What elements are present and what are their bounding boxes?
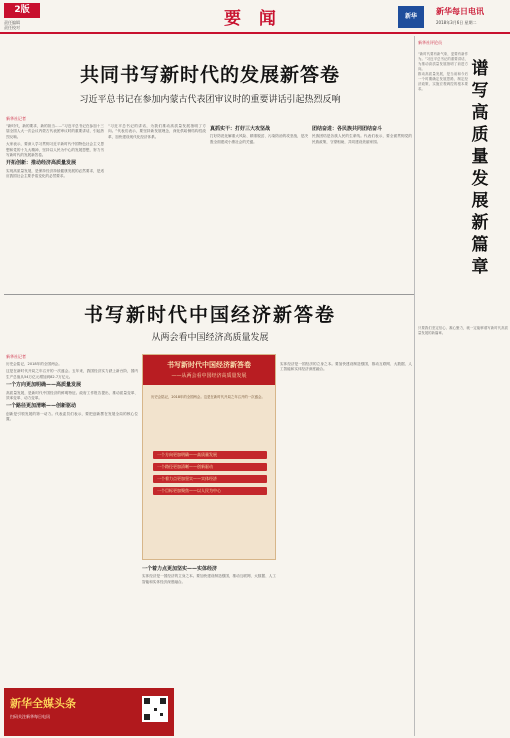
- lead-column-1: [6, 124, 104, 294]
- lead-subheading: 真抓实干：打好三大攻坚战: [210, 126, 271, 132]
- lead-column-2: [108, 124, 206, 294]
- second-paragraph: 创新是引领发展的第一动力。代表委员们表示，要把创新摆在发展全局的核心位置。: [6, 411, 138, 422]
- lead-paragraph: 实现高质量发展，是保持经济持续健康发展的必然要求，是适应我国社会主要矛盾变化的必然要求。: [6, 168, 104, 179]
- feature-item: 一个着力点更加坚实——实体经济: [153, 475, 267, 483]
- promo-subtitle: 扫码关注新华每日电讯: [10, 714, 50, 719]
- promo-title: 新华全媒头条: [10, 697, 76, 710]
- lead-headline: 共同书写新时代的发展新答卷: [79, 64, 340, 86]
- second-column-3: [280, 362, 412, 734]
- lead-paragraph: 大家表示，要深入学习贯彻习近平新时代中国特色社会主义思想和党的十九大精神，坚持以人民为中心的发展思想，努力书写新时代的发展新答卷。: [6, 142, 104, 158]
- feature-subtitle: ——从两会看中国经济高质量发展: [171, 373, 247, 379]
- promo-banner[interactable]: [4, 688, 174, 736]
- feature-title: 书写新时代中国经济新答卷: [167, 361, 251, 369]
- feature-list: [153, 451, 267, 499]
- second-subheading: 一个着力点更加坚实——实体经济: [142, 566, 218, 572]
- xinhua-logo-icon: 新华: [398, 6, 424, 28]
- sidebar-paragraph: 只要我们坚定信心、凝心聚力，就一定能够谱写新时代高质量发展的新篇章。: [418, 326, 508, 335]
- section-divider: [4, 294, 414, 295]
- sidebar-paragraph: 推动高质量发展，是当前和今后一个时期确定发展思路、制定经济政策、实施宏观调控的根本要求。: [418, 72, 468, 91]
- issue-date: 2018年3月6日 星期二: [436, 20, 477, 25]
- sidebar-paragraph: “新时代要有新气象，更要有新作为。”习近平总书记的重要讲话，为推动高质量发展指明了前进方向。: [418, 52, 468, 71]
- paper-name: 新华每日电讯: [436, 7, 484, 16]
- lead-subheadline: 习近平总书记在参加内蒙古代表团审议时的重要讲话引起热烈反响: [79, 95, 341, 105]
- second-headline: 书写新时代中国经济新答卷: [83, 304, 336, 326]
- editor-line: 责任编辑: [4, 20, 20, 25]
- sidebar-commentary: [416, 36, 510, 736]
- second-subheading: 一个路径更加清晰——创新驱动: [6, 403, 77, 410]
- second-column-1: [6, 362, 138, 684]
- lead-subheading: 团结奋进：各民族共同团结奋斗: [312, 126, 383, 132]
- second-subheadline: 从两会看中国经济高质量发展: [151, 333, 269, 343]
- sidebar-byline: 新华社评论员: [418, 40, 442, 45]
- editor-credits: [4, 20, 20, 30]
- lead-byline: 新华社记者: [6, 116, 26, 121]
- second-byline: 新华社记者: [6, 354, 26, 359]
- sidebar-column-1: [418, 52, 468, 312]
- lead-paragraph: 民族团结是各族人民的生命线。代表们表示，要全面贯彻党的民族政策，守望相助，共同建设美丽家园。: [312, 134, 412, 144]
- second-paragraph: 这是在新时代开局之年召开的一次盛会。五年来，我国经济实力跃上新台阶，国内生产总值从54万亿元增加到82.7万亿元。: [6, 369, 138, 379]
- feature-intro: 历史会铭记，2018年的全国两会。这是在新时代开局之年召开的一次盛会。: [151, 395, 265, 399]
- second-paragraph: 实体经济是一国经济的立身之本。要加快建设制造强国，推动互联网、大数据、人工智能和实体经济深度融合。: [142, 574, 276, 584]
- second-paragraph: 历史会铭记，2018年的全国两会。: [6, 362, 62, 366]
- feature-item: 一个方向更加明确——高质量发展: [153, 451, 267, 459]
- section-title: 要 闻: [224, 9, 282, 29]
- second-paragraph: 实体经济是一国经济的立身之本。要加快建设制造强国，推动互联网、大数据、人工智能和实体经济深度融合。: [280, 362, 412, 372]
- lead-paragraph: “新时代，新的要求，新的担当……”习近平总书记在参加十三届全国人大一次会议内蒙古代表团审议时的重要讲话，引起热烈反响。: [6, 124, 104, 139]
- sidebar-vertical-title: 谱写高质量发展新篇章: [471, 59, 489, 277]
- lead-column-3: [210, 124, 308, 294]
- lead-column-4: [312, 124, 412, 294]
- second-subheading: 一个方向更加明确——高质量发展: [6, 382, 82, 389]
- lead-paragraph: 打好防范化解重大风险、精准脱贫、污染防治的攻坚战，是决胜全面建成小康社会的关键。: [210, 134, 308, 144]
- column-divider: [414, 36, 415, 736]
- masthead: [0, 0, 510, 34]
- proofreader-line: 责任校对: [4, 25, 20, 30]
- feature-item: 一个路径更加清晰——创新驱动: [153, 463, 267, 471]
- sidebar-column-2: [418, 326, 508, 726]
- lead-subheading: 开拓创新：推动经济高质量发展: [6, 160, 77, 167]
- feature-infographic: [142, 354, 276, 560]
- second-paragraph: 高质量发展，是新时代中国经济的鲜明特征。政府工作报告提出，推动质量变革、效率变革、动力变革。: [6, 390, 138, 401]
- qr-code-icon[interactable]: [142, 696, 168, 722]
- feature-item: 一个目标更加聚焦——以人民为中心: [153, 487, 267, 495]
- page-number-tag: 2版: [4, 3, 40, 18]
- lead-paragraph: “习近平总书记的讲话，为我们推动高质量发展指明了方向。”代表们表示，要坚持新发展理念，深化供给侧结构性改革，加快建设现代化经济体系。: [108, 124, 206, 139]
